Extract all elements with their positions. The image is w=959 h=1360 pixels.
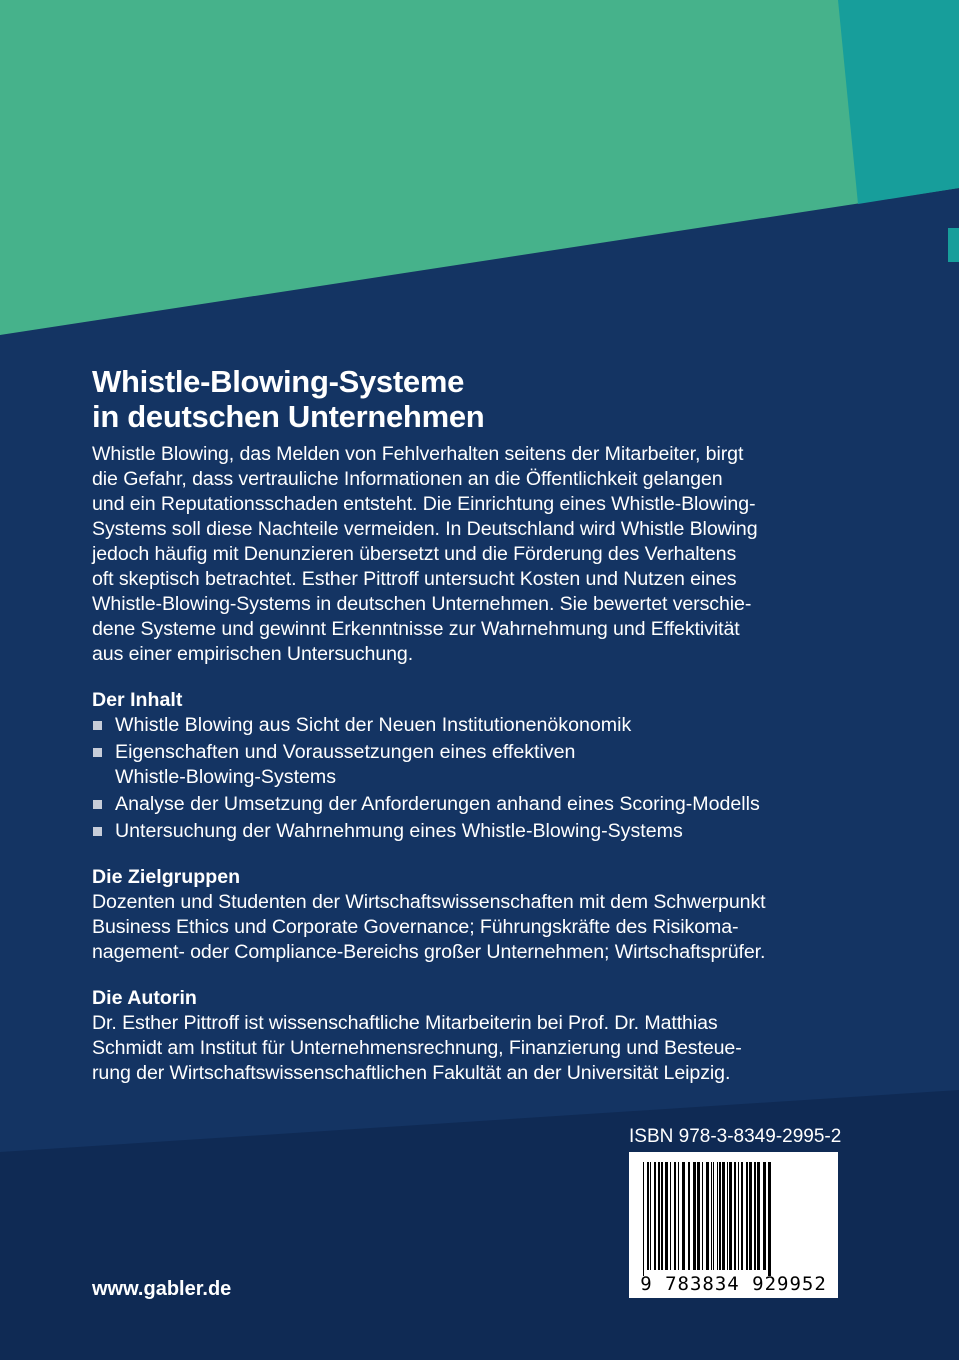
barcode-bar [711, 1162, 712, 1270]
barcode-bar [741, 1162, 743, 1270]
title-line: in deutschen Unternehmen [92, 399, 485, 434]
book-title [92, 364, 872, 434]
list-item-text: Analyse der Umsetzung der Anforderungen anhand eines Scoring-Modells [115, 793, 760, 815]
barcode-bar [670, 1162, 671, 1270]
inhalt-list [92, 713, 872, 844]
list-item [92, 713, 872, 738]
list-item [92, 792, 872, 817]
square-bullet-icon [93, 827, 102, 836]
square-bullet-icon [93, 800, 102, 809]
barcode-bar [647, 1162, 649, 1270]
intro-line: Whistle Blowing, das Melden von Fehlverhalten seitens der Mitarbeiter, birgt [92, 443, 744, 465]
barcode-bar [643, 1162, 644, 1276]
autorin-text [92, 1011, 872, 1086]
publisher-url: www.gabler.de [92, 1278, 232, 1300]
barcode-bar [650, 1162, 651, 1270]
barcode-bar [658, 1162, 660, 1270]
barcode-bar [717, 1162, 718, 1270]
intro-paragraph [92, 442, 872, 667]
barcode-bar [661, 1162, 663, 1270]
square-bullet-icon [93, 748, 102, 757]
text-line: Business Ethics und Corporate Governance; Führungskräfte des Risikoma- [92, 916, 739, 938]
list-item [92, 819, 872, 844]
barcode-bar [682, 1162, 685, 1270]
intro-line: aus einer empirischen Untersuchung. [92, 643, 414, 665]
square-bullet-icon [93, 721, 102, 730]
list-item-text: Eigenschaften und Voraussetzungen eines effektiven [115, 741, 576, 763]
inhalt-heading: Der Inhalt [92, 689, 183, 711]
intro-line: Systems soll diese Nachteile vermeiden. In Deutschland wird Whistle Blowing [92, 518, 758, 540]
barcode [629, 1152, 838, 1298]
intro-line: Whistle-Blowing-Systems in deutschen Unternehmen. Sie bewertet verschie- [92, 593, 752, 615]
barcode-bar [719, 1162, 721, 1270]
barcode-bar [757, 1162, 760, 1270]
barcode-bar [665, 1162, 668, 1270]
barcode-bar [763, 1162, 766, 1270]
back-cover-text [92, 364, 872, 1086]
barcode-bar [729, 1162, 732, 1270]
barcode-bar [654, 1162, 656, 1270]
zielgruppen-text [92, 890, 872, 965]
text-line: Dr. Esther Pittroff ist wissenschaftliche Mitarbeiterin bei Prof. Dr. Matthias [92, 1012, 718, 1034]
intro-line: dene Systeme und gewinnt Erkenntnisse zur Wahrnehmung und Effektivität [92, 618, 740, 640]
autorin-heading: Die Autorin [92, 987, 197, 1009]
barcode-bar [746, 1162, 748, 1270]
list-item-text: Whistle-Blowing-Systems [115, 766, 337, 788]
barcode-bar [702, 1162, 703, 1270]
barcode-bar [697, 1162, 700, 1270]
list-item-text: Whistle Blowing aus Sicht der Neuen Institutionenökonomik [115, 714, 632, 736]
intro-line: und ein Reputationsschaden entsteht. Die Einrichtung eines Whistle-Blowing- [92, 493, 756, 515]
text-line: rung der Wirtschaftswissenschaftlichen Fakultät an der Universität Leipzig. [92, 1062, 731, 1084]
barcode-bar [722, 1162, 725, 1270]
barcode-bar [674, 1162, 676, 1270]
barcode-bar [693, 1162, 696, 1270]
teal-edge-mark [948, 228, 959, 262]
barcode-bar [727, 1162, 728, 1270]
isbn-label: ISBN 978-3-8349-2995-2 [629, 1126, 842, 1147]
barcode-bar [754, 1162, 756, 1270]
barcode-bar [768, 1162, 771, 1276]
intro-line: oft skeptisch betrachtet. Esther Pittroff untersucht Kosten und Nutzen eines [92, 568, 737, 590]
title-line: Whistle-Blowing-Systeme [92, 364, 465, 399]
barcode-digits: 9 783834 929952 [640, 1273, 827, 1295]
barcode-bar [713, 1162, 714, 1270]
intro-line: jedoch häufig mit Denunzieren übersetzt und die Förderung des Verhaltens [92, 543, 737, 565]
list-item [92, 740, 872, 790]
barcode-bar [738, 1162, 739, 1270]
text-line: Schmidt am Institut für Unternehmensrechnung, Finanzierung und Besteue- [92, 1037, 742, 1059]
barcode-bar [706, 1162, 709, 1270]
barcode-bar [678, 1162, 679, 1270]
text-line: nagement- oder Compliance-Bereichs großer Unternehmen; Wirtschaftsprüfer. [92, 941, 766, 963]
list-item-text: Untersuchung der Wahrnehmung eines Whistle-Blowing-Systems [115, 820, 683, 842]
intro-line: die Gefahr, dass vertrauliche Informationen an die Öffentlichkeit gelangen [92, 468, 723, 490]
barcode-bar [734, 1162, 736, 1270]
text-line: Dozenten und Studenten der Wirtschaftswissenschaften mit dem Schwerpunkt [92, 891, 766, 913]
barcode-bar [749, 1162, 752, 1270]
barcode-bar [688, 1162, 690, 1270]
teal-accent [838, 0, 959, 204]
zielgruppen-heading: Die Zielgruppen [92, 866, 241, 888]
